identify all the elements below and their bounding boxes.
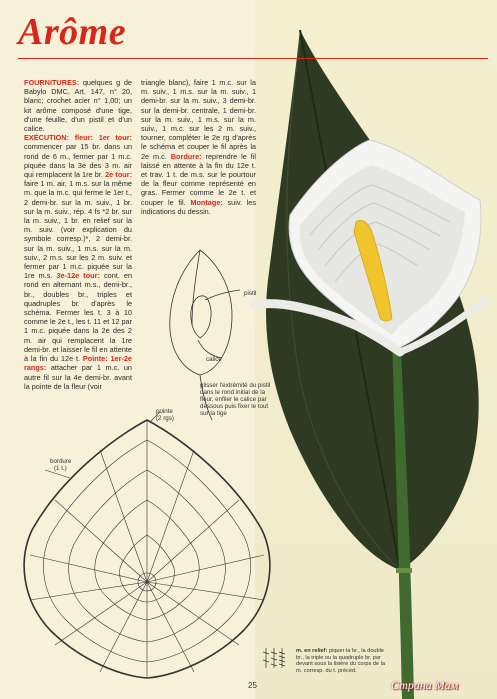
pointe-text: attacher par 1 m.c. un autre fil sur la 4e demi-br. avant la pointe de la fleur (voir — [24, 363, 132, 391]
tour3-label: 3e-12e tour: — [52, 271, 100, 281]
execution-text: commencer par 15 br. dans un rond de 6 m., fermer par 1 m.c. piquée dans la 3e des 3 m. air qui remplacent la 1re br. — [24, 142, 132, 180]
fournitures-text: quelques g de Babylo DMC, Art. 147, n° 20, blanc; crochet acier n° 1,00; un kit arôme composé d'une tige, d'une feuille, d'un pistil et d'un calice. — [24, 78, 132, 134]
site-watermark: Страна Мам — [391, 678, 459, 692]
label-pointe-rgs: (2 rgs) — [156, 415, 174, 422]
execution-label: EXÉCUTION: fleur: 1er tour: — [24, 133, 132, 143]
stitch-symbols — [263, 648, 285, 668]
pointe-label: Pointe: 1er-2e rangs: — [24, 354, 132, 373]
montage-label: Montage: — [185, 197, 223, 207]
page-number: 25 — [248, 681, 257, 690]
bordure-label: Bordure: — [166, 151, 202, 161]
tour3-text: cont. en rond en alternant m.s., demi-br., br., doubles br., triples et quadruples br. d'après le schéma. Fermer les t. 3 à 10 comme le 2e t., les t. 11 et 12 par 1 m.c. piquée dans la 2e des 2 m. air qui remplacent la 1re demi-br. et laisser le fil en attente à la fin du 12e t. — [24, 271, 132, 364]
title-rule — [18, 58, 488, 59]
column2-text-b: reprendre le fil laissé en attente à la fin du 12e t. et trav. 1 t. de m.s. sur le pourtour de la fleur comme représenté en gras. Fermer comme le 2e t. et couper le fil. — [141, 151, 256, 207]
label-assembly-instruction: glisser l'extrémité du pistil dans le rond initial de la fleur, enfiler le calice par dessous puis fixer le tout sur la tige — [200, 382, 271, 417]
instructions-column-1 — [24, 78, 132, 391]
relief-stitch-note — [296, 648, 386, 674]
crochet-chart — [24, 412, 270, 678]
note-text: piquer la br., la double br., la triple ou la quadruple br. par devant sous la lisière du corps de la m. corresp. du t. précéd. — [296, 648, 385, 674]
tour2-label: 2e tour: — [102, 170, 132, 180]
note-label: m. en relief: — [296, 648, 328, 654]
column2-text-c: suiv. les indications du dessin. — [141, 197, 256, 216]
instructions-column-2 — [141, 78, 256, 216]
label-bordure-t: (1 t.) — [54, 465, 67, 472]
tour2-text: faire 1 m. air, 1 m.s. sur la même m. que la m.c. qui ferme le 1er t., 2 demi-br. sur la m. suiv., 1 br. sur la m. suiv., rép. 4 fs *2 br. sur la m. suiv., 1 br. en relief sur la m. suiv. (voir explication du symbole corresp.)*, 2 demi-br. sur la m. suiv., 1 m.s. sur la m. suiv., 2 m.s. sur les 2 m. suiv. et fermer par 1 m.c. piquée sur la 1re m.s. — [24, 179, 132, 281]
column2-text-a: triangle blanc), faire 1 m.c. sur la m. suiv., 1 m.s. sur la m. suiv., 1 demi-br. sur la m. suiv., 3 demi-br. sur la demi-br. centrale, 1 demi-br. sur la m. suiv., 1 m.s. sur la m. suiv., 1 m.c. sur les 2 m. suiv., tourner, compléter le 2e rg d'après le schéma et couper le fil après la 2e m.c. — [141, 78, 256, 161]
label-pointe: pointe — [156, 408, 173, 415]
page-title: Arôme — [18, 11, 127, 53]
fournitures-label: FOURNITURES: — [24, 78, 80, 87]
label-calice: calice — [206, 356, 222, 363]
label-pistil: pistil — [244, 290, 257, 297]
label-bordure: bordure — [50, 458, 72, 465]
